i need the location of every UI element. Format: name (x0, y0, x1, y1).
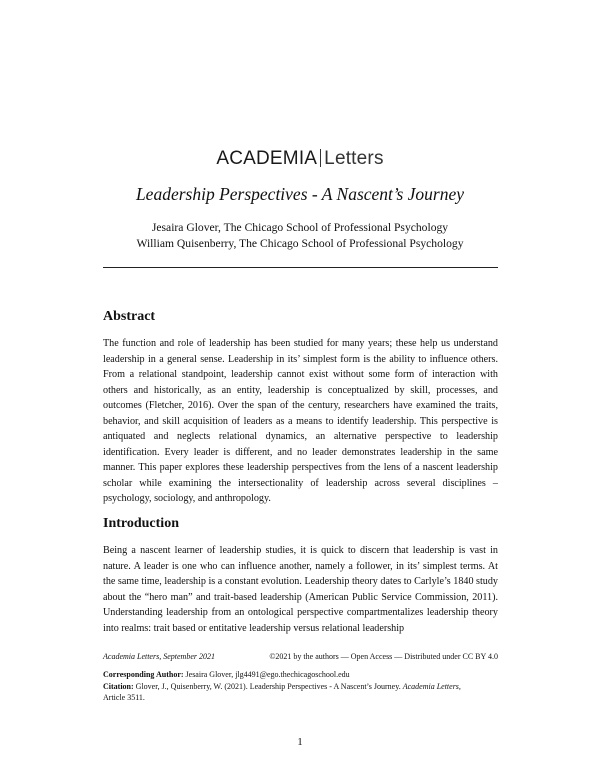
journal-brand: ACADEMIA (216, 148, 318, 169)
author-line: Jesaira Glover, The Chicago School of Professional Psychology (151, 221, 449, 234)
citation (103, 681, 498, 704)
introduction-paragraph: Being a nascent learner of leadership studies, it is quick to discern that leadership is vast in nature. A leader is one who can influence another, namely a follower, in its’ simplest terms. At the same time, leadership is a constant evolution. Leadership theory dates to Carlyle’s 1840 study about the “hero man” and trait-based leadership (American Public Service Commission, 2011). Understanding leadership from an ontological perspective compartmentalizes leadership theory into realms: trait based or entitative leadership versus relational leadership (103, 545, 498, 634)
article-title: Leadership Perspectives - A Nascent’s Journey (135, 184, 465, 204)
footer-license: ©2021 by the authors — Open Access — Distributed under CC BY 4.0 (269, 652, 498, 661)
corresponding-author (103, 669, 498, 681)
footer-journal-date: Academia Letters, September 2021 (103, 652, 215, 661)
page-number: 1 (297, 736, 303, 748)
citation-label: Citation: (103, 681, 134, 691)
masthead-divider (320, 149, 321, 167)
citation-article: Article 3511. (103, 693, 145, 702)
footer-meta (103, 669, 498, 704)
citation-text: Glover, J., Quisenberry, W. (2021). Leadership Perspectives - A Nascent’s Journey. (135, 681, 401, 691)
journal-masthead (0, 148, 600, 170)
author-line: William Quisenberry, The Chicago School of Professional Psychology (136, 237, 464, 250)
citation-journal: Academia Letters, (402, 681, 461, 691)
introduction-heading: Introduction (103, 516, 179, 531)
corresponding-label: Corresponding Author: (103, 670, 184, 679)
corresponding-value: Jesaira Glover, jlg4491@ego.thechicagoschool.edu (185, 670, 350, 679)
journal-section: Letters (324, 148, 384, 169)
title-divider (103, 267, 498, 268)
abstract-paragraph: The function and role of leadership has been studied for many years; these help us understand leadership in a general sense. Leadership in its’ simplest form is the ability to influence others. From a relational standpoint, leadership cannot exist without some form of interaction with others and historically, as an entity, leadership is conceptualized by skill, processes, and outcomes (Fletcher, 2016). Over the span of the century, researchers have examined the traits, behavior, and skill acquisition of leaders as a means to identify leadership. This perspective is antiquated and neglects relational dynamics, an alternative perspective to leadership identification. Every leader is different, and no leader demonstrates leadership in the same manner. This paper explores these leadership perspectives from the lens of a nascent leadership scholar while examining the intersectionality of leadership across several disciplines – psychology, sociology, and anthropology. (103, 338, 498, 504)
author-list (0, 220, 600, 252)
abstract-heading: Abstract (103, 309, 156, 324)
footer-row (103, 651, 498, 663)
